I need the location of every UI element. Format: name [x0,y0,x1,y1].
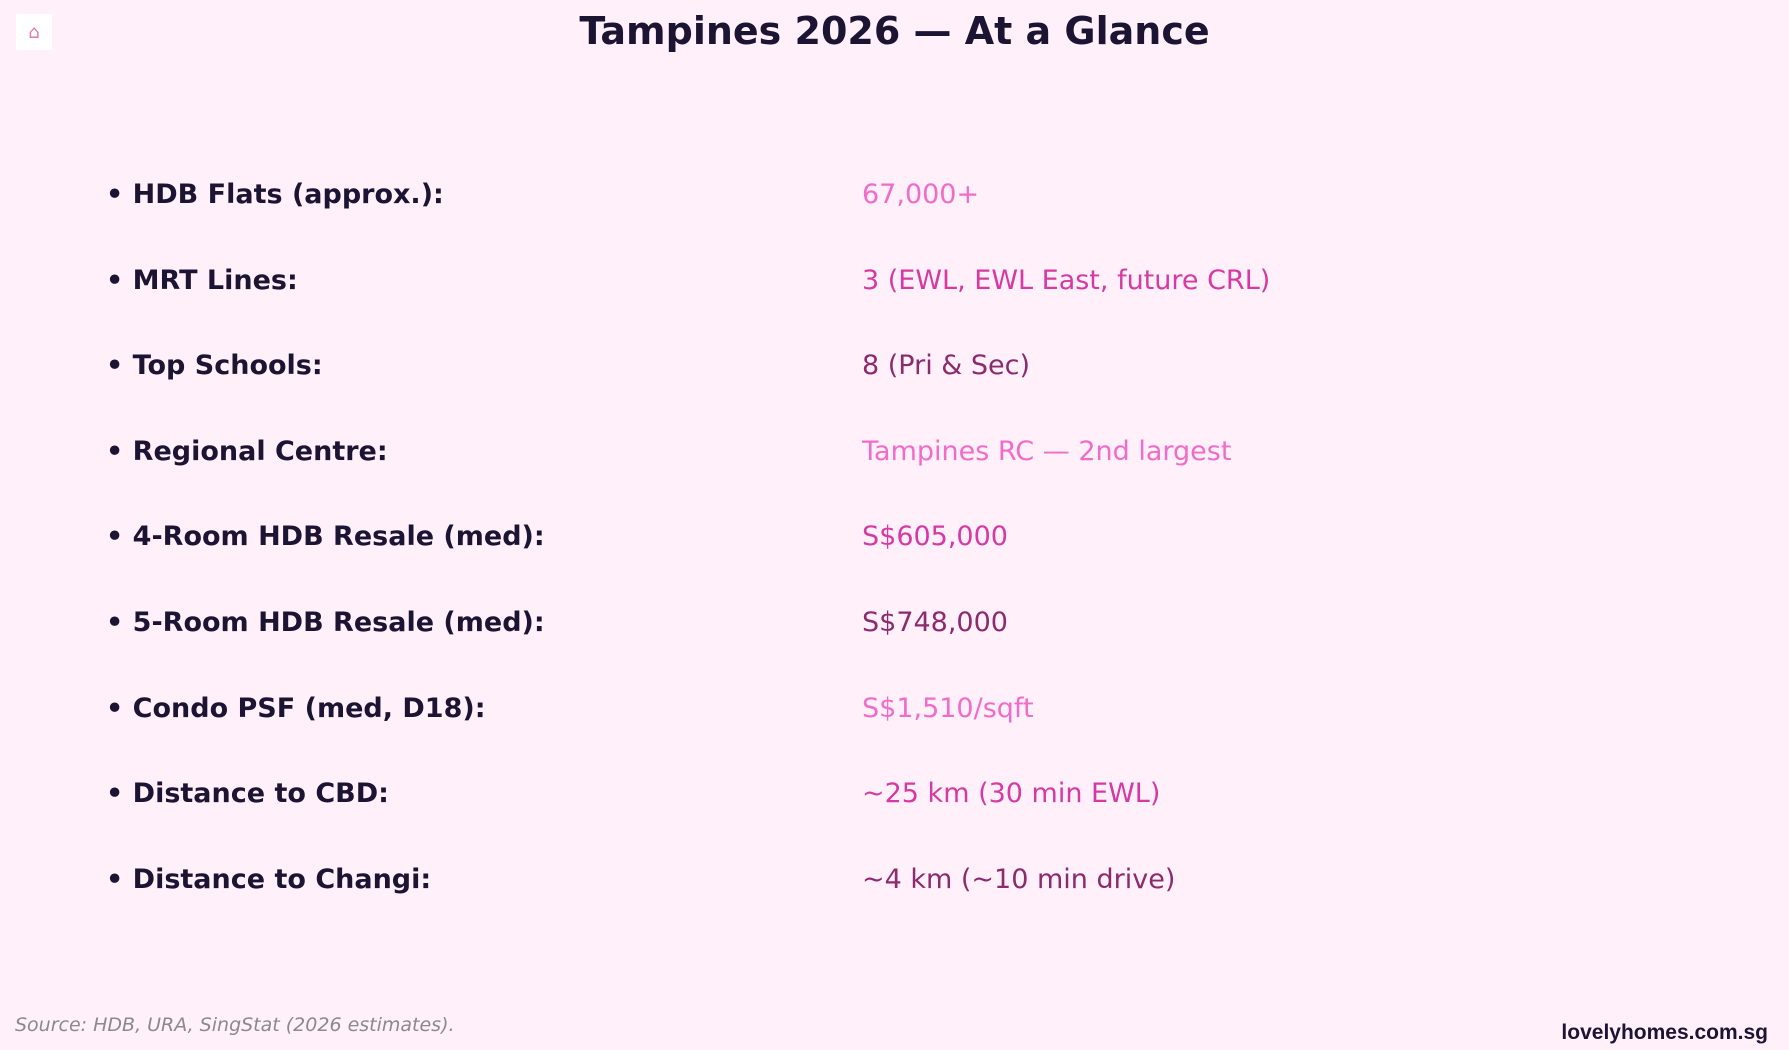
fact-row [106,684,1706,770]
source-note: Source: HDB, URA, SingStat (2026 estimates). [15,1014,455,1036]
fact-row [106,341,1706,427]
home-icon: ⌂ [28,21,40,43]
fact-row [106,598,1706,684]
fact-label: • Condo PSF (med, D18): [106,692,486,724]
brand-logo: lovelyhomes.com.sg [1561,1021,1768,1044]
fact-label: • Distance to Changi: [106,863,432,895]
fact-row [106,769,1706,855]
fact-value: 67,000+ [862,179,980,210]
fact-value: 3 (EWL, EWL East, future CRL) [862,264,1271,296]
fact-value: ~4 km (~10 min drive) [862,863,1176,895]
fact-label: • 5-Room HDB Resale (med): [106,606,545,638]
fact-value: S$605,000 [862,521,1008,553]
fact-row [106,512,1706,598]
fact-label: • MRT Lines: [106,264,298,296]
page-title: Tampines 2026 — At a Glance [579,9,1210,53]
fact-value: ~25 km (30 min EWL) [862,778,1161,810]
fact-label: • Regional Centre: [106,435,388,467]
fact-label: • 4-Room HDB Resale (med): [106,521,545,553]
fact-row [106,427,1706,513]
fact-label: • Top Schools: [106,350,323,382]
fact-value: S$748,000 [862,606,1008,638]
fact-value: Tampines RC — 2nd largest [862,435,1232,467]
fact-value: 8 (Pri & Sec) [862,350,1031,382]
facts-list [106,170,1706,940]
fact-row [106,256,1706,342]
fact-label: • Distance to CBD: [106,778,389,810]
fact-value: S$1,510/sqft [862,692,1034,724]
fact-row [106,855,1706,941]
fact-label: • HDB Flats (approx.): [106,179,444,210]
fact-row [106,170,1706,256]
